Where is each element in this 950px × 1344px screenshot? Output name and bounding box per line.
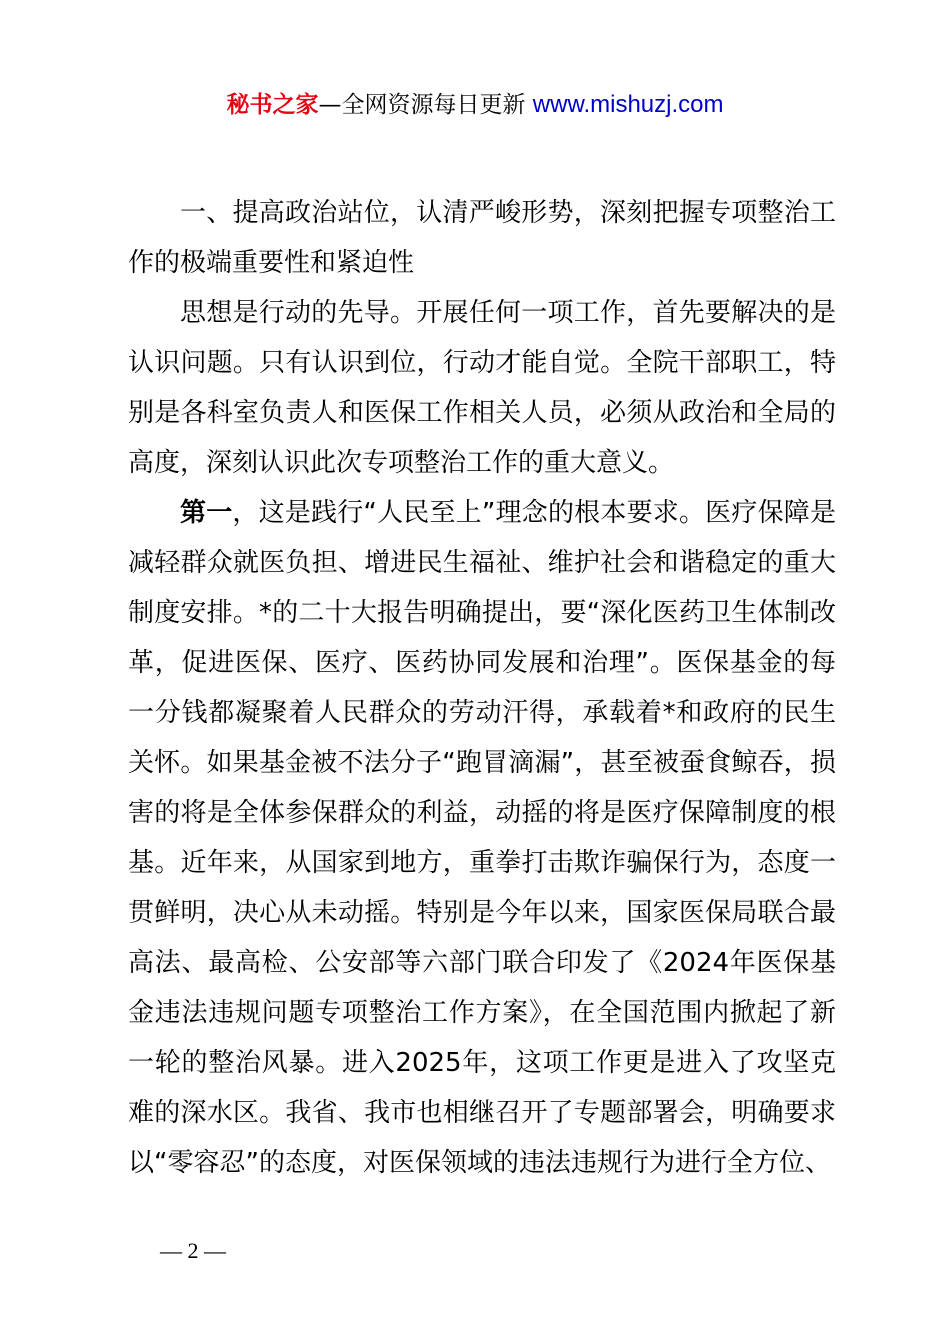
paragraph: 思想是行动的先导。开展任何一项工作，首先要解决的是认识问题。只有认识到位，行动才能自觉。全院干部职工，特别是各科室负责人和医保工作相关人员，必须从政治和全局的高度，深刻认识此次专项整治工作的重大意义。 bbox=[128, 298, 836, 478]
paragraph-body: ，这是践行“人民至上”理念的根本要求。医疗保障是减轻群众就医负担、增进民生福祉、维护社会和谐稳定的重大制度安排。*的二十大报告明确提出，要“深化医药卫生体制改革，促进医保、医疗、医药协同发展和治理”。医保基金的每一分钱都凝聚着人民群众的劳动汗得，承载着*和政府的民生关怀。如果基金被不法分子“跑冒滴漏”，甚至被蚕食鲸吞，损害的将是全体参保群众的利益，动摇的将是医疗保障制度的根基。近年来，从国家到地方，重拳打击欺诈骗保行为，态度一贯鲜明，决心从未动摇。特别是今年以来，国家医保局联合最高法、最高检、公安部等六部门联合印发了《2024年医保基金违法违规问题专项整治工作方案》，在全国范围内掀起了新一轮的整治风暴。进入2025年，这项工作更是进入了攻坚克难的深水区。我省、我市也相继召开了专题部署会，明确要求以“零容忍”的态度，对医保领域的违法违规行为进行全方位、 bbox=[128, 498, 836, 1178]
section-heading: 一、提高政治站位，认清严峻形势，深刻把握专项整治工作的极端重要性和紧迫性 bbox=[128, 198, 836, 278]
site-header bbox=[0, 88, 950, 122]
page-number: — 2 — bbox=[160, 1238, 226, 1263]
site-brand: 秘书之家 bbox=[226, 92, 319, 118]
paragraph-lead: 第一 bbox=[180, 498, 233, 528]
document-body bbox=[128, 188, 836, 1188]
paragraph bbox=[128, 488, 836, 1188]
site-slogan: —全网资源每日更新 bbox=[318, 92, 533, 118]
site-url-link[interactable]: www.mishuzj.com bbox=[532, 91, 724, 118]
